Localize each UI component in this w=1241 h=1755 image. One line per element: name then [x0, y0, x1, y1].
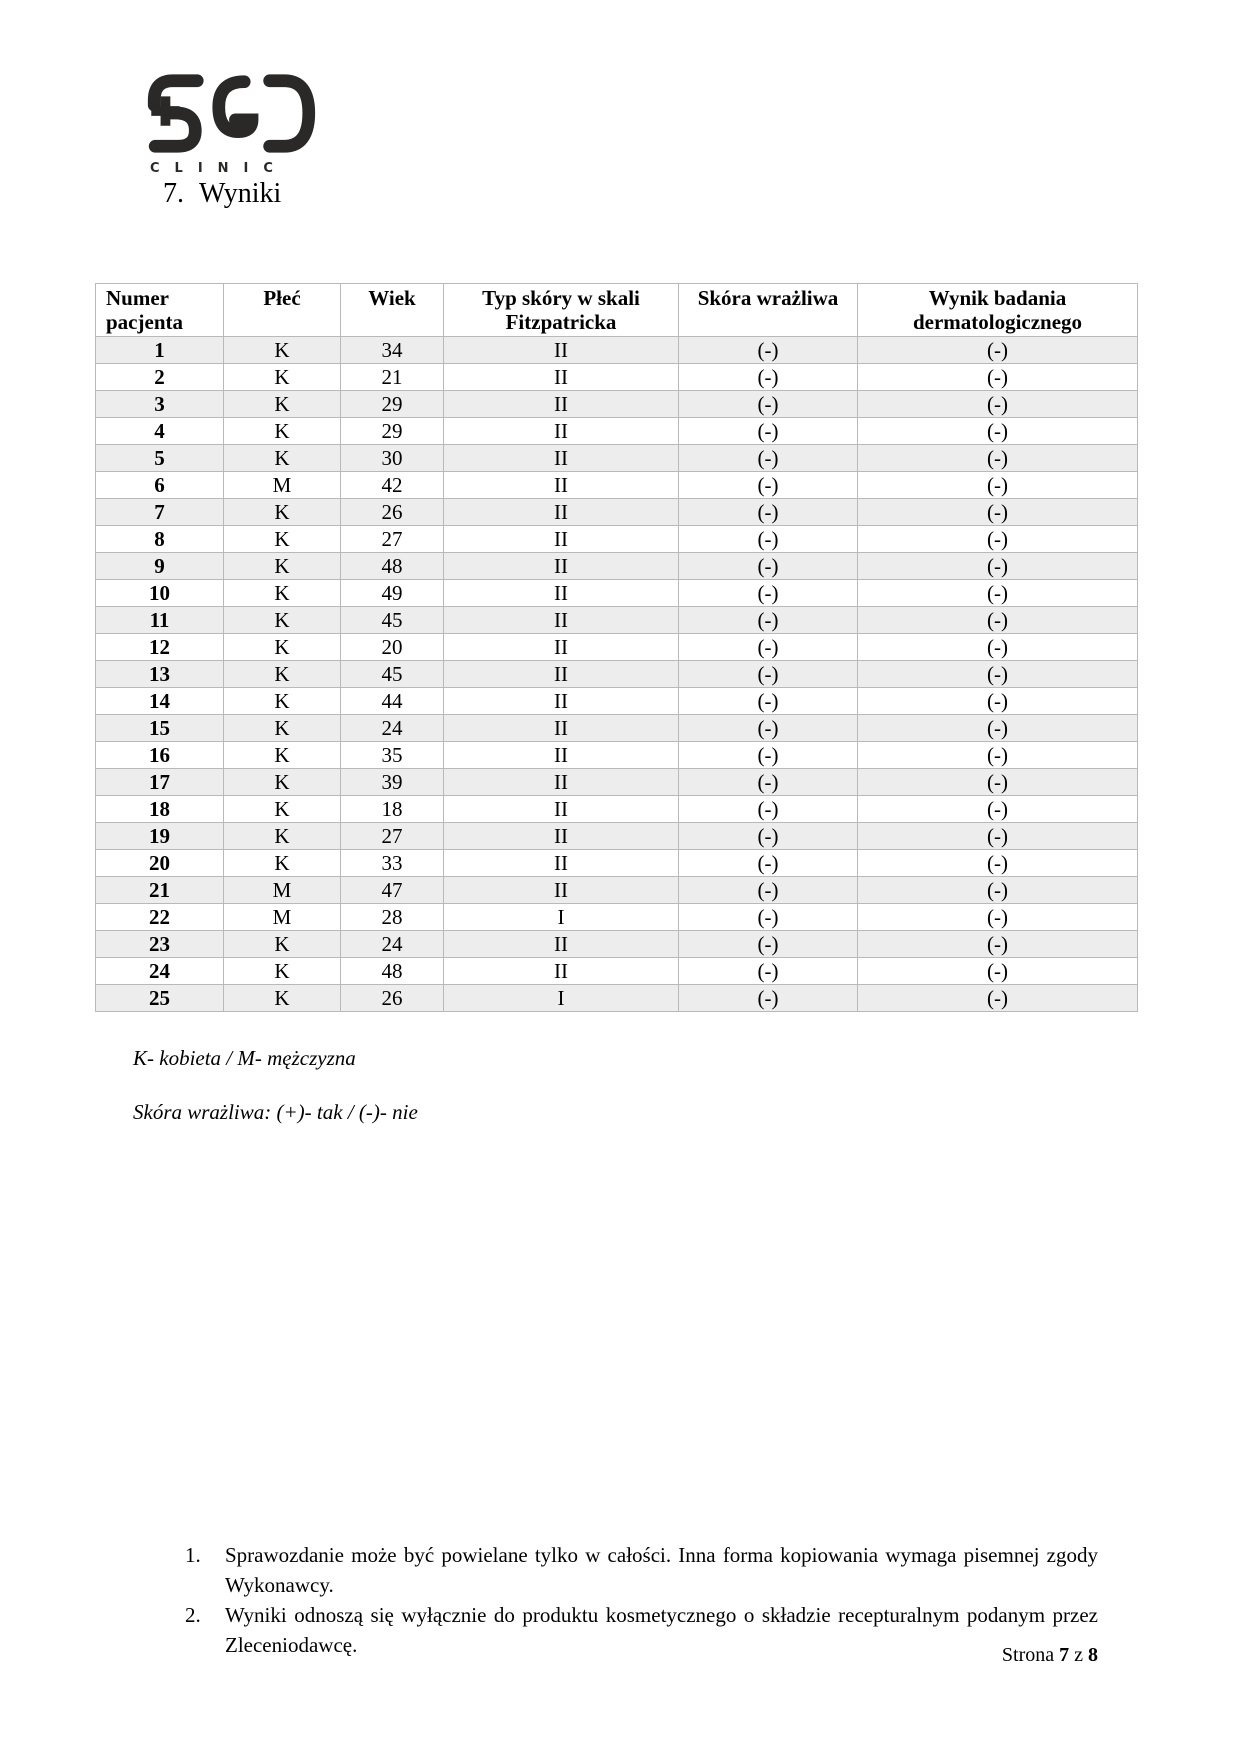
table-header-row: [96, 284, 1138, 337]
cell-sensitive-skin: (-): [679, 418, 858, 445]
logo-tagline: CLINIC: [150, 161, 288, 176]
cell-patient-number: 6: [96, 472, 224, 499]
cell-sensitive-skin: (-): [679, 337, 858, 364]
column-header-sensitive-skin: Skóra wrażliwa: [679, 284, 858, 337]
cell-skin-type: II: [444, 499, 679, 526]
cell-dermatology-result: (-): [858, 769, 1138, 796]
cell-sensitive-skin: (-): [679, 580, 858, 607]
cell-patient-number: 25: [96, 985, 224, 1012]
cell-patient-number: 12: [96, 634, 224, 661]
cell-sex: K: [224, 526, 341, 553]
cell-age: 45: [341, 607, 444, 634]
cell-patient-number: 9: [96, 553, 224, 580]
cell-age: 18: [341, 796, 444, 823]
cell-sex: K: [224, 391, 341, 418]
cell-skin-type: II: [444, 418, 679, 445]
cell-patient-number: 10: [96, 580, 224, 607]
cell-age: 33: [341, 850, 444, 877]
cell-sex: K: [224, 337, 341, 364]
table-row: [96, 445, 1138, 472]
cell-sex: K: [224, 769, 341, 796]
cell-sex: K: [224, 715, 341, 742]
cell-age: 24: [341, 931, 444, 958]
column-header-sex: Płeć: [224, 284, 341, 337]
cell-skin-type: II: [444, 823, 679, 850]
table-row: [96, 661, 1138, 688]
cell-sensitive-skin: (-): [679, 553, 858, 580]
table-row: [96, 850, 1138, 877]
cell-age: 30: [341, 445, 444, 472]
cell-skin-type: I: [444, 985, 679, 1012]
cell-sex: K: [224, 850, 341, 877]
cell-patient-number: 20: [96, 850, 224, 877]
footnote-text: Sprawozdanie może być powielane tylko w całości. Inna forma kopiowania wymaga pisemnej zgody Wykonawcy.: [225, 1543, 1098, 1597]
cell-skin-type: II: [444, 850, 679, 877]
cell-dermatology-result: (-): [858, 337, 1138, 364]
cell-age: 35: [341, 742, 444, 769]
cell-dermatology-result: (-): [858, 499, 1138, 526]
page-number-prefix: Strona: [1001, 1644, 1055, 1666]
table-row: [96, 634, 1138, 661]
cell-sex: K: [224, 499, 341, 526]
cell-skin-type: II: [444, 607, 679, 634]
cell-dermatology-result: (-): [858, 715, 1138, 742]
table-row: [96, 337, 1138, 364]
cell-dermatology-result: (-): [858, 931, 1138, 958]
cell-age: 28: [341, 904, 444, 931]
cell-age: 39: [341, 769, 444, 796]
cell-patient-number: 3: [96, 391, 224, 418]
cell-sensitive-skin: (-): [679, 931, 858, 958]
cell-sex: K: [224, 607, 341, 634]
cell-dermatology-result: (-): [858, 418, 1138, 445]
cell-skin-type: II: [444, 958, 679, 985]
cell-skin-type: II: [444, 553, 679, 580]
cell-skin-type: II: [444, 742, 679, 769]
cell-dermatology-result: (-): [858, 472, 1138, 499]
table-row: [96, 364, 1138, 391]
cell-sensitive-skin: (-): [679, 823, 858, 850]
cell-age: 44: [341, 688, 444, 715]
cell-age: 42: [341, 472, 444, 499]
table-row: [96, 688, 1138, 715]
table-row: [96, 715, 1138, 742]
cell-sex: K: [224, 688, 341, 715]
cell-skin-type: II: [444, 445, 679, 472]
cell-sex: K: [224, 580, 341, 607]
cell-sensitive-skin: (-): [679, 715, 858, 742]
column-header-patient-number: Numer pacjenta: [96, 284, 224, 337]
footnote-item: [185, 1540, 1098, 1600]
section-number: 7.: [163, 178, 184, 209]
footnote-number: 2.: [185, 1603, 201, 1627]
table-row: [96, 985, 1138, 1012]
column-header-dermatology-result: Wynik badania dermatologicznego: [858, 284, 1138, 337]
table-row: [96, 904, 1138, 931]
cell-sensitive-skin: (-): [679, 742, 858, 769]
legend-sex: K- kobieta / M- mężczyzna: [133, 1046, 356, 1070]
cell-dermatology-result: (-): [858, 445, 1138, 472]
sgd-logo-icon: [140, 68, 322, 158]
cell-age: 48: [341, 553, 444, 580]
cell-sex: K: [224, 661, 341, 688]
cell-age: 27: [341, 823, 444, 850]
cell-skin-type: II: [444, 688, 679, 715]
table-row: [96, 499, 1138, 526]
cell-skin-type: II: [444, 634, 679, 661]
cell-age: 20: [341, 634, 444, 661]
cell-patient-number: 1: [96, 337, 224, 364]
cell-age: 21: [341, 364, 444, 391]
footnote-number: 1.: [185, 1543, 201, 1567]
section-heading: [163, 178, 281, 210]
section-title: Wyniki: [199, 178, 282, 209]
cell-dermatology-result: (-): [858, 607, 1138, 634]
cell-sex: K: [224, 553, 341, 580]
cell-sex: K: [224, 958, 341, 985]
cell-sensitive-skin: (-): [679, 661, 858, 688]
cell-patient-number: 21: [96, 877, 224, 904]
cell-sensitive-skin: (-): [679, 499, 858, 526]
cell-dermatology-result: (-): [858, 634, 1138, 661]
cell-age: 29: [341, 418, 444, 445]
table-body: [96, 337, 1138, 1012]
cell-age: 27: [341, 526, 444, 553]
cell-patient-number: 23: [96, 931, 224, 958]
cell-sensitive-skin: (-): [679, 472, 858, 499]
cell-patient-number: 5: [96, 445, 224, 472]
cell-age: 34: [341, 337, 444, 364]
cell-skin-type: I: [444, 904, 679, 931]
cell-skin-type: II: [444, 526, 679, 553]
cell-dermatology-result: (-): [858, 796, 1138, 823]
cell-dermatology-result: (-): [858, 364, 1138, 391]
cell-patient-number: 2: [96, 364, 224, 391]
table-row: [96, 769, 1138, 796]
cell-dermatology-result: (-): [858, 553, 1138, 580]
cell-dermatology-result: (-): [858, 985, 1138, 1012]
table-row: [96, 580, 1138, 607]
footnote-text: Wyniki odnoszą się wyłącznie do produktu kosmetycznego o składzie recepturalnym podanym przez Zleceniodawcę.: [225, 1603, 1098, 1657]
footnotes: [185, 1540, 1098, 1660]
table-row: [96, 823, 1138, 850]
cell-skin-type: II: [444, 661, 679, 688]
logo-letter-d: [270, 81, 309, 147]
cell-sensitive-skin: (-): [679, 877, 858, 904]
cell-sex: M: [224, 877, 341, 904]
cell-age: 49: [341, 580, 444, 607]
cell-sensitive-skin: (-): [679, 445, 858, 472]
cell-sex: K: [224, 742, 341, 769]
cell-sensitive-skin: (-): [679, 688, 858, 715]
results-table: [95, 283, 1138, 1012]
cell-sex: K: [224, 418, 341, 445]
cell-skin-type: II: [444, 715, 679, 742]
table-row: [96, 418, 1138, 445]
column-header-age: Wiek: [341, 284, 444, 337]
table-row: [96, 553, 1138, 580]
cell-patient-number: 19: [96, 823, 224, 850]
table-row: [96, 607, 1138, 634]
cell-skin-type: II: [444, 931, 679, 958]
cell-age: 29: [341, 391, 444, 418]
cell-dermatology-result: (-): [858, 742, 1138, 769]
cell-sex: K: [224, 445, 341, 472]
cell-sensitive-skin: (-): [679, 985, 858, 1012]
cell-sensitive-skin: (-): [679, 958, 858, 985]
table-row: [96, 931, 1138, 958]
cell-sensitive-skin: (-): [679, 850, 858, 877]
cell-skin-type: II: [444, 337, 679, 364]
cell-sensitive-skin: (-): [679, 364, 858, 391]
cell-sex: K: [224, 364, 341, 391]
cell-dermatology-result: (-): [858, 850, 1138, 877]
cell-patient-number: 24: [96, 958, 224, 985]
cell-sex: M: [224, 472, 341, 499]
cell-patient-number: 4: [96, 418, 224, 445]
cell-age: 48: [341, 958, 444, 985]
cell-patient-number: 8: [96, 526, 224, 553]
cell-patient-number: 17: [96, 769, 224, 796]
cell-patient-number: 7: [96, 499, 224, 526]
table-row: [96, 391, 1138, 418]
cell-skin-type: II: [444, 877, 679, 904]
cell-age: 24: [341, 715, 444, 742]
cell-dermatology-result: (-): [858, 877, 1138, 904]
cell-age: 26: [341, 499, 444, 526]
cell-dermatology-result: (-): [858, 823, 1138, 850]
cell-patient-number: 18: [96, 796, 224, 823]
cell-dermatology-result: (-): [858, 904, 1138, 931]
page-number-total: 8: [1088, 1644, 1098, 1666]
table-row: [96, 877, 1138, 904]
cell-dermatology-result: (-): [858, 958, 1138, 985]
cell-sensitive-skin: (-): [679, 904, 858, 931]
cell-skin-type: II: [444, 580, 679, 607]
cell-patient-number: 22: [96, 904, 224, 931]
page-number-current: 7: [1059, 1644, 1070, 1666]
cell-sex: K: [224, 634, 341, 661]
cell-sex: K: [224, 796, 341, 823]
cell-skin-type: II: [444, 769, 679, 796]
cell-sensitive-skin: (-): [679, 634, 858, 661]
cell-sex: K: [224, 823, 341, 850]
cell-sensitive-skin: (-): [679, 607, 858, 634]
cell-sex: K: [224, 985, 341, 1012]
cell-dermatology-result: (-): [858, 526, 1138, 553]
cell-dermatology-result: (-): [858, 661, 1138, 688]
cell-skin-type: II: [444, 472, 679, 499]
cell-dermatology-result: (-): [858, 391, 1138, 418]
cell-sex: K: [224, 931, 341, 958]
cell-patient-number: 14: [96, 688, 224, 715]
cell-age: 47: [341, 877, 444, 904]
cell-dermatology-result: (-): [858, 580, 1138, 607]
legend-sensitive-skin: Skóra wrażliwa: (+)- tak / (-)- nie: [133, 1100, 418, 1124]
cell-sensitive-skin: (-): [679, 391, 858, 418]
table-row: [96, 958, 1138, 985]
column-header-skin-type: Typ skóry w skali Fitzpatricka: [444, 284, 679, 337]
cell-age: 45: [341, 661, 444, 688]
cell-skin-type: II: [444, 364, 679, 391]
page-number: [1002, 1644, 1098, 1667]
cell-patient-number: 16: [96, 742, 224, 769]
cell-skin-type: II: [444, 796, 679, 823]
cell-age: 26: [341, 985, 444, 1012]
logo: [140, 68, 322, 176]
cell-sensitive-skin: (-): [679, 526, 858, 553]
table-row: [96, 526, 1138, 553]
cell-sex: M: [224, 904, 341, 931]
logo-letter-g: [219, 82, 252, 132]
page-number-of: z: [1074, 1644, 1083, 1666]
cell-sensitive-skin: (-): [679, 796, 858, 823]
table-row: [96, 472, 1138, 499]
table-row: [96, 796, 1138, 823]
cell-dermatology-result: (-): [858, 688, 1138, 715]
cell-patient-number: 15: [96, 715, 224, 742]
cell-skin-type: II: [444, 391, 679, 418]
cell-patient-number: 13: [96, 661, 224, 688]
legend-notes: [133, 1044, 418, 1152]
cell-sensitive-skin: (-): [679, 769, 858, 796]
table-row: [96, 742, 1138, 769]
cell-patient-number: 11: [96, 607, 224, 634]
footnote-item: [185, 1600, 1098, 1660]
